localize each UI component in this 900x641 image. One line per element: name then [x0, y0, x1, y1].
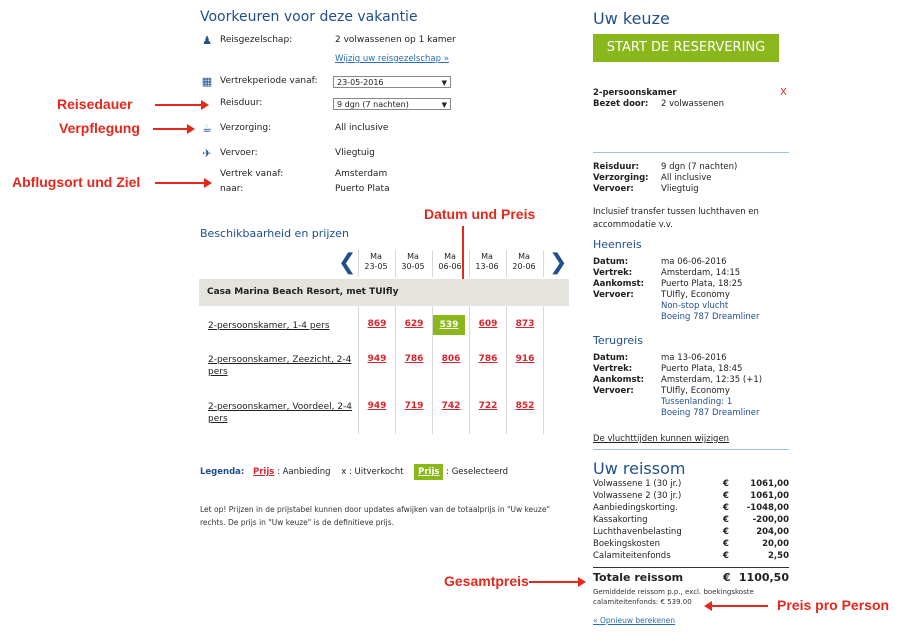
price-cell[interactable]: 609 [478, 319, 498, 329]
cost-label: Calamiteitenfonds [593, 551, 671, 561]
reisduur-label: Reisduur: [220, 98, 263, 108]
summary-label: Reisduur: [593, 162, 640, 172]
verzorging-label: Verzorging: [220, 123, 272, 133]
annotation-gesamtpreis: Gesamtpreis [444, 573, 529, 589]
legend-uitverkocht: x : Uitverkocht [341, 467, 404, 477]
vervoer-value: Vliegtuig [335, 148, 375, 158]
date-value: 30-05 [401, 262, 425, 271]
annotation-arrow [153, 128, 193, 130]
divider [469, 306, 470, 434]
flight-label: Aankomst: [593, 375, 645, 385]
flight-value: Puerto Plata, 18:25 [661, 279, 743, 289]
reisgezelschap-label: Reisgezelschap: [220, 35, 293, 45]
vervoer-label: Vervoer: [220, 148, 258, 158]
remove-icon[interactable]: X [780, 87, 787, 98]
date-column[interactable] [360, 252, 392, 272]
legend-aanbieding: : Aanbieding [277, 467, 331, 477]
date-day: Ma [407, 252, 419, 261]
reisduur-value: 9 dgn (7 nachten) [337, 100, 409, 109]
recalculate-link[interactable]: « Opnieuw berekenen [593, 616, 676, 625]
annotation-arrow [155, 182, 210, 184]
cost-line [593, 490, 789, 502]
preferences-heading: Voorkeuren voor deze vakantie [200, 9, 418, 25]
person-icon: ♟ [202, 34, 212, 47]
aircraft-link[interactable]: Boeing 787 Dreamliner [661, 312, 760, 322]
summary-label: Vervoer: [593, 184, 634, 194]
summary-value: 9 dgn (7 nachten) [661, 162, 738, 172]
total-divider [593, 567, 789, 568]
date-day: Ma [444, 252, 456, 261]
flight-value: Amsterdam, 12:35 (+1) [661, 375, 763, 385]
airplane-icon: ✈ [202, 147, 212, 160]
reisgezelschap-value: 2 volwassenen op 1 kamer [335, 35, 456, 45]
currency-symbol: € [723, 479, 729, 489]
currency-symbol: € [723, 571, 731, 584]
currency-symbol: € [723, 527, 729, 537]
divider [358, 250, 359, 277]
chevron-down-icon: ▼ [441, 101, 447, 109]
price-cell[interactable]: 742 [441, 401, 461, 411]
availability-heading: Beschikbaarheid en prijzen [200, 227, 349, 240]
annotation-reisedauer: Reisedauer [57, 96, 133, 112]
currency-symbol: € [723, 539, 729, 549]
divider [593, 449, 789, 450]
selected-room: 2-persoonskamer [593, 88, 677, 98]
cost-line [593, 514, 789, 526]
chevron-down-icon: ▼ [441, 79, 447, 87]
price-cell[interactable]: 949 [367, 401, 387, 411]
flight-label: Aankomst: [593, 279, 645, 289]
cost-label: Aanbiedingskorting. [593, 503, 678, 513]
divider [432, 250, 433, 277]
vertrekperiode-value: 23-05-2016 [337, 78, 384, 87]
currency-symbol: € [723, 515, 729, 525]
annotation-abflugsort: Abflugsort und Ziel [12, 174, 141, 190]
divider [358, 306, 359, 434]
start-reservation-button[interactable]: START DE RESERVERING [593, 34, 779, 62]
price-note: Let op! Prijzen in de prijstabel kunnen door updates afwijken van de totaalprijs in "Uw keuze" rechts. De prijs in "Uw keuze" is de definitieve prijs. [200, 505, 550, 527]
divider [543, 250, 544, 277]
transfer-note: Inclusief transfer tussen luchthaven en accommodatie v.v. [593, 207, 759, 230]
cost-value: 1061,00 [750, 479, 789, 489]
total-label: Totale reissom [593, 571, 684, 584]
summary-value: All inclusive [661, 173, 712, 183]
annotation-arrow [529, 581, 584, 583]
flight-times-note[interactable]: De vluchttijden kunnen wijzigen [593, 434, 730, 444]
divider [395, 250, 396, 277]
price-cell-selected[interactable]: 539 [433, 315, 465, 335]
cost-line [593, 478, 789, 490]
cost-value: -1048,00 [746, 503, 789, 513]
flight-label: Vertrek: [593, 268, 633, 278]
price-cell[interactable]: 916 [515, 354, 535, 364]
annotation-arrow [155, 104, 207, 106]
annotation-datum-preis: Datum und Preis [424, 206, 536, 222]
summary-reisduur [593, 162, 737, 173]
flight-value: Puerto Plata, 18:45 [661, 364, 743, 374]
cost-value: 2,50 [768, 551, 789, 561]
cost-value: 204,00 [756, 527, 789, 537]
cost-label: Volwassene 1 (30 jr.) [593, 479, 682, 489]
vertrekperiode-label: Vertrekperiode vanaf: [220, 76, 318, 86]
heenreis-vertrek [593, 268, 740, 279]
naar-value: Puerto Plata [335, 184, 390, 194]
price-cell[interactable]: 806 [441, 354, 461, 364]
total-value: 1100,50 [738, 571, 789, 584]
legend [200, 467, 508, 477]
legend-prijs-selected: Prijs [414, 464, 443, 480]
cost-label: Luchthavenbelasting [593, 527, 682, 537]
date-value: 20-06 [512, 262, 536, 271]
hotel-name-bar: Casa Marina Beach Resort, met TUIfly [199, 279, 569, 306]
nonstop-label: Non-stop vlucht [661, 301, 729, 311]
terugreis-vervoer [593, 386, 730, 397]
bezet-label: Bezet door: [593, 99, 649, 109]
price-cell[interactable]: 629 [404, 319, 424, 329]
flight-label: Datum: [593, 353, 629, 363]
date-value: 13-06 [475, 262, 499, 271]
cost-label: Kassakorting [593, 515, 648, 525]
annotation-preis-pro-person: Preis pro Person [777, 597, 890, 613]
calendar-icon: ▦ [201, 75, 213, 88]
heenreis-aankomst [593, 279, 742, 290]
date-column[interactable] [471, 252, 503, 272]
divider [506, 250, 507, 277]
cost-value: -200,00 [752, 515, 789, 525]
flight-value: ma 13-06-2016 [661, 353, 727, 363]
room-link[interactable]: 2-persoonskamer, Zeezicht, 2-4 pers [208, 355, 352, 377]
bezet-value: 2 volwassenen [661, 99, 724, 109]
terugreis-aankomst [593, 375, 762, 386]
price-cell[interactable]: 949 [367, 354, 387, 364]
verzorging-value: All inclusive [335, 123, 389, 133]
summary-verzorging [593, 173, 711, 184]
flight-label: Vervoer: [593, 290, 634, 300]
date-column[interactable] [508, 252, 540, 272]
cost-value: 1061,00 [750, 491, 789, 501]
summary-label: Verzorging: [593, 173, 649, 183]
naar-label: naar: [220, 184, 244, 194]
heenreis-heading: Heenreis [593, 238, 642, 251]
date-value: 23-05 [364, 262, 388, 271]
summary-value: Vliegtuig [661, 184, 699, 194]
cost-label: Volwassene 2 (30 jr.) [593, 491, 682, 501]
price-cell[interactable]: 852 [515, 401, 535, 411]
date-day: Ma [518, 252, 530, 261]
bezet-door [593, 99, 724, 110]
aircraft-link[interactable]: Boeing 787 Dreamliner [661, 408, 760, 418]
legend-prijs-offer: Prijs [253, 467, 275, 477]
chevron-right-icon[interactable]: ❯ [549, 250, 568, 275]
flight-value: TUIfly, Economy [661, 386, 730, 396]
date-value: 06-06 [438, 262, 462, 271]
terugreis-heading: Terugreis [593, 334, 643, 347]
price-cell[interactable]: 786 [478, 354, 498, 364]
divider [506, 306, 507, 434]
price-cell[interactable]: 786 [404, 354, 424, 364]
flight-value: Amsterdam, 14:15 [661, 268, 741, 278]
heenreis-datum [593, 257, 727, 268]
cost-value: 20,00 [762, 539, 789, 549]
date-day: Ma [481, 252, 493, 261]
legend-geselecteerd: : Geselecteerd [446, 467, 508, 477]
room-link[interactable]: 2-persoonskamer, 1-4 pers [208, 321, 330, 331]
flight-value: ma 06-06-2016 [661, 257, 727, 267]
cost-line [593, 502, 789, 514]
tussenlanding: Tussenlanding: 1 [661, 397, 733, 407]
legend-label: Legenda: [200, 467, 245, 477]
room-link[interactable]: 2-persoonskamer, Voordeel, 2-4 pers [208, 402, 353, 424]
price-cell[interactable]: 722 [478, 401, 498, 411]
price-cell[interactable]: 719 [404, 401, 424, 411]
cost-label: Boekingskosten [593, 539, 660, 549]
change-party-link[interactable]: Wijzig uw reisgezelschap » [335, 54, 449, 64]
date-day: Ma [370, 252, 382, 261]
price-cell[interactable]: 869 [367, 319, 387, 329]
reisduur-select[interactable] [333, 98, 451, 110]
vertrek-vanaf-value: Amsterdam [335, 169, 388, 179]
average-price-note: Gemiddelde reissom p.p., excl. boekingskoste calamiteitenfonds: € 539.00 [593, 588, 754, 606]
divider [395, 306, 396, 434]
vertrek-vanaf-label: Vertrek vanaf: [220, 169, 284, 179]
summary-vervoer [593, 184, 699, 195]
divider [469, 250, 470, 277]
heenreis-vervoer [593, 290, 730, 301]
currency-symbol: € [723, 551, 729, 561]
divider [543, 306, 544, 434]
currency-symbol: € [723, 503, 729, 513]
flight-label: Vervoer: [593, 386, 634, 396]
annotation-verpflegung: Verpflegung [59, 120, 140, 136]
vertrekperiode-select[interactable] [333, 76, 451, 88]
terugreis-datum [593, 353, 727, 364]
price-cell[interactable]: 873 [515, 319, 535, 329]
terugreis-vertrek [593, 364, 742, 375]
total-line [593, 571, 789, 585]
cost-line [593, 550, 789, 562]
keuze-heading: Uw keuze [593, 9, 670, 28]
currency-symbol: € [723, 491, 729, 501]
reissom-heading: Uw reissom [593, 459, 686, 478]
cup-icon: ☕ [202, 122, 212, 135]
flight-label: Vertrek: [593, 364, 633, 374]
chevron-left-icon[interactable]: ❮ [338, 250, 357, 275]
cost-line [593, 526, 789, 538]
flight-value: TUIfly, Economy [661, 290, 730, 300]
divider [593, 152, 789, 153]
cost-line [593, 538, 789, 550]
date-column[interactable] [434, 252, 466, 272]
date-column[interactable] [397, 252, 429, 272]
flight-label: Datum: [593, 257, 629, 267]
